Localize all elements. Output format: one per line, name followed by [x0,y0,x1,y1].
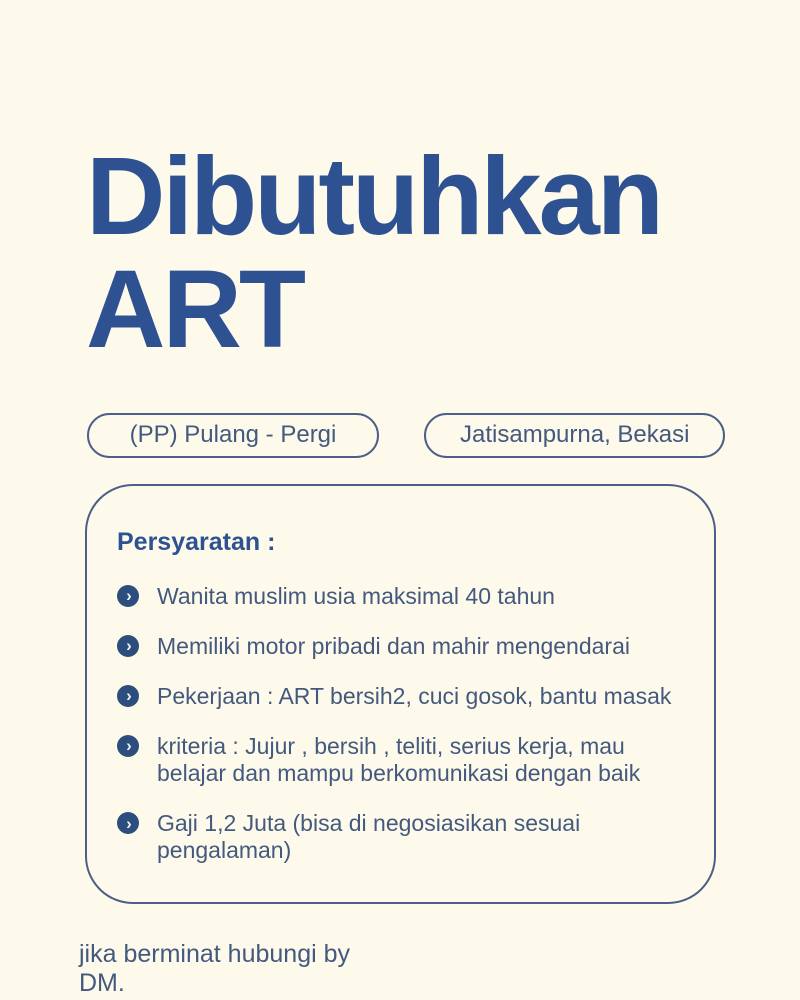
chevron-right-circle-icon: › [117,812,139,834]
page-title-line2: ART [86,248,304,372]
contact-note-line2: DM. [79,969,125,998]
badge-commute-type-label: (PP) Pulang - Pergi [129,421,337,449]
requirement-item [117,583,682,610]
contact-note [79,940,800,998]
chevron-right-circle-icon: › [117,585,139,607]
requirements-list [117,583,682,865]
badge-commute-type [87,413,379,458]
requirement-item [117,810,682,864]
requirement-text: Gaji 1,2 Juta (bisa di negosiasikan sesuai pengalaman) [157,810,581,864]
requirement-item [117,683,682,710]
badge-location [424,413,725,458]
chevron-right-circle-icon: › [117,685,139,707]
contact-note-line1: jika berminat hubungi by [79,940,350,969]
requirement-text: Wanita muslim usia maksimal 40 tahun [157,582,555,609]
requirements-card [85,484,716,905]
requirement-text: kriteria : Jujur , bersih , teliti, serius kerja, mau belajar dan mampu berkomunikasi dengan baik [157,732,641,787]
badge-row [87,413,800,458]
requirements-heading: Persyaratan : [117,527,276,556]
requirement-text: Memiliki motor pribadi dan mahir mengendarai [157,632,630,659]
badge-location-label: Jatisampurna, Bekasi [460,421,690,449]
chevron-right-circle-icon: › [117,635,139,657]
page-title [86,135,800,372]
requirement-item [117,633,682,660]
page-title-line1: Dibutuhkan [86,135,661,258]
chevron-right-circle-icon: › [117,735,139,757]
requirement-text: Pekerjaan : ART bersih2, cuci gosok, bantu masak [157,682,672,709]
requirement-item [117,733,682,787]
